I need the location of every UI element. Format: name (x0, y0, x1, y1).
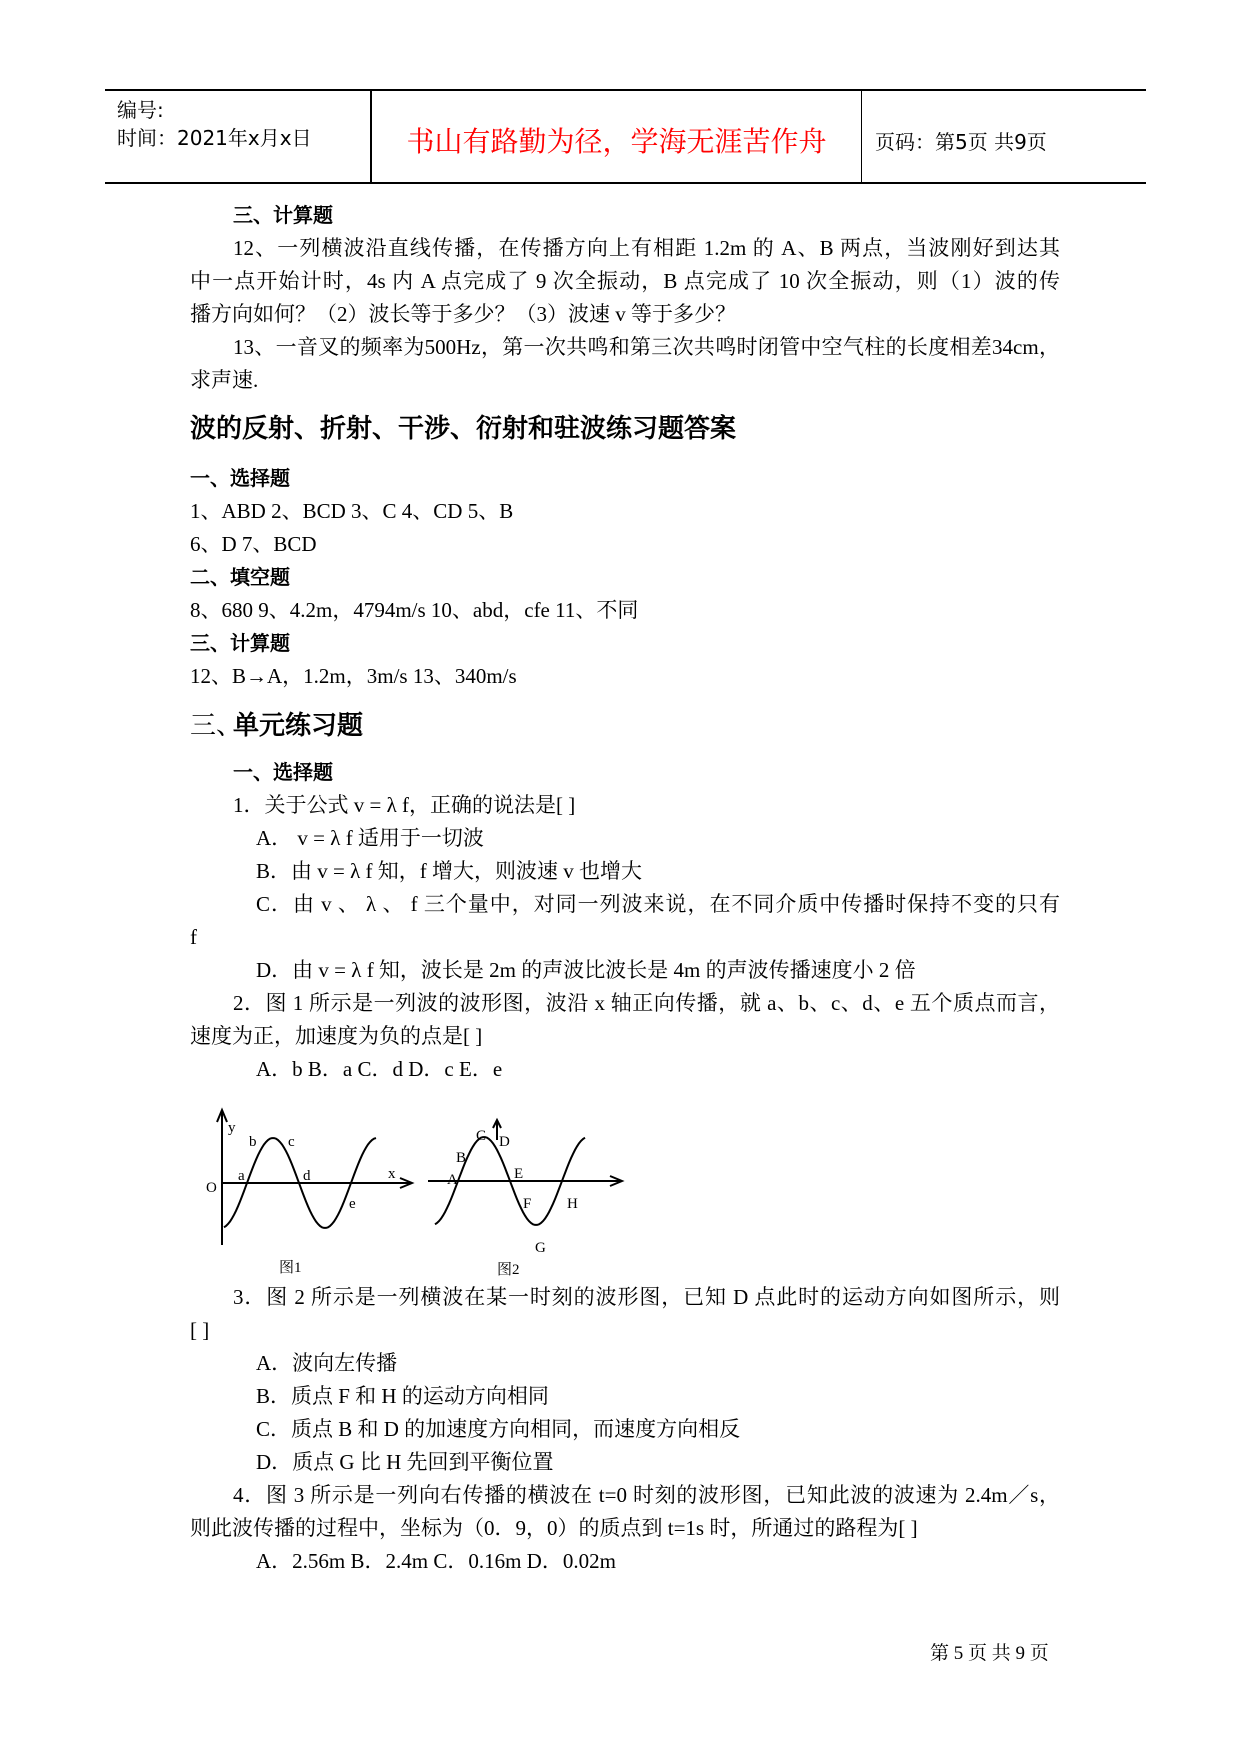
text-line: A．波向左传播 (256, 1351, 398, 1375)
fig1-label: b (249, 1134, 257, 1150)
text-line: C．质点 B 和 D 的加速度方向相同，而速度方向相反 (256, 1417, 741, 1441)
text-line: 8、680 9、4.2m，4794m/s 10、abd，cfe 11、不同 (190, 598, 639, 622)
fig2-label: G (535, 1240, 546, 1256)
fig1-label: x (388, 1166, 396, 1182)
text-line: 1、ABD 2、BCD 3、C 4、CD 5、B (190, 499, 514, 523)
fig2-label: D (499, 1134, 510, 1150)
text-line: C．由 v 、 λ 、 f 三个量中，对同一列波来说，在不同介质中传播时保持不变的只有 (256, 892, 1060, 916)
text-line: 13、一音叉的频率为500Hz，第一次共鸣和第三次共鸣时闭管中空气柱的长度相差34cm， (233, 335, 1060, 359)
text-line: A．b B．a C．d D．c E．e (256, 1057, 503, 1081)
figure-1 (217, 1110, 412, 1245)
subsection-heading: 一、选择题 (233, 760, 333, 784)
subsection-heading: 二、填空题 (190, 565, 290, 589)
section-heading: 单元练习题 (233, 711, 364, 741)
text-line: A． v = λ f 适用于一切波 (256, 826, 484, 850)
subsection-heading: 三、计算题 (233, 203, 333, 227)
fig1-label: d (303, 1168, 311, 1184)
fig2-label: E (514, 1166, 524, 1182)
fig2-label: A (447, 1172, 458, 1188)
text-line: 4．图 3 所示是一列向右传播的横波在 t=0 时刻的波形图，已知此波的波速为 2.4m／s， (233, 1483, 1060, 1507)
text-line: 1．关于公式 v = λ f，正确的说法是[ ] (233, 793, 576, 817)
page-footer: 第 5 页 共 9 页 (930, 1643, 1049, 1664)
text-line: f (190, 925, 197, 949)
text-line: A．2.56m B．2.4m C．0.16m D．0.02m (256, 1549, 616, 1573)
text-line: B．质点 F 和 H 的运动方向相同 (256, 1384, 549, 1408)
fig2-label: B (456, 1150, 467, 1166)
fig2-caption: 图2 (497, 1262, 520, 1278)
text-line: 播方向如何？（2）波长等于多少？（3）波速 v 等于多少？ (190, 302, 736, 326)
fig1-label: e (349, 1196, 356, 1212)
text-line: D．质点 G 比 H 先回到平衡位置 (256, 1450, 554, 1474)
text-line: 求声速. (190, 368, 259, 392)
text-line: 12、一列横波沿直线传播，在传播方向上有相距 1.2m 的 A、B 两点，当波刚好到达其 (233, 236, 1060, 260)
fig1-label: c (288, 1134, 295, 1150)
section-heading: 波的反射、折射、干涉、衍射和驻波练习题答案 (190, 414, 737, 444)
subsection-heading: 一、选择题 (190, 466, 290, 490)
text-line: 2．图 1 所示是一列波的波形图，波沿 x 轴正向传播，就 a、b、c、d、e 五个质点而言， (233, 991, 1060, 1015)
page-indicator: 页码：第5页 共9页 (875, 130, 1047, 154)
text-line: 6、D 7、BCD (190, 532, 317, 556)
text-line: 3．图 2 所示是一列横波在某一时刻的波形图，已知 D 点此时的运动方向如图所示，则 (233, 1285, 1060, 1309)
text-line: B．由 v = λ f 知，f 增大，则波速 v 也增大 (256, 859, 643, 883)
fig1-caption: 图1 (279, 1260, 302, 1276)
text-line: 中一点开始计时，4s 内 A 点完成了 9 次全振动，B 点完成了 10 次全振动，则（1）波的传 (190, 269, 1060, 293)
fig2-label: F (523, 1196, 532, 1212)
text-line: 12、B→A，1.2m，3m/s 13、340m/s (190, 664, 517, 688)
text-line: D．由 v = λ f 知，波长是 2m 的声波比波长是 4m 的声波传播速度小 2 倍 (256, 958, 916, 982)
fig1-label: y (228, 1120, 236, 1136)
fig1-label: O (206, 1180, 217, 1196)
fig2-label: H (567, 1196, 578, 1212)
serial-label: 编号: (117, 98, 164, 122)
fig1-label: a (238, 1168, 245, 1184)
subsection-heading: 三、计算题 (190, 631, 290, 655)
fig2-label: C (476, 1128, 487, 1144)
text-line: 则此波传播的过程中，坐标为（0．9，0）的质点到 t=1s 时，所通过的路程为[ ] (190, 1516, 918, 1540)
time-label: 时间：2021年x月x日 (117, 126, 312, 150)
text-line: [ ] (190, 1318, 210, 1342)
motto: 书山有路勤为径，学海无涯苦作舟 (406, 125, 827, 158)
text-line: 速度为正，加速度为负的点是[ ] (190, 1024, 483, 1048)
section-heading: 三、 (190, 711, 243, 741)
